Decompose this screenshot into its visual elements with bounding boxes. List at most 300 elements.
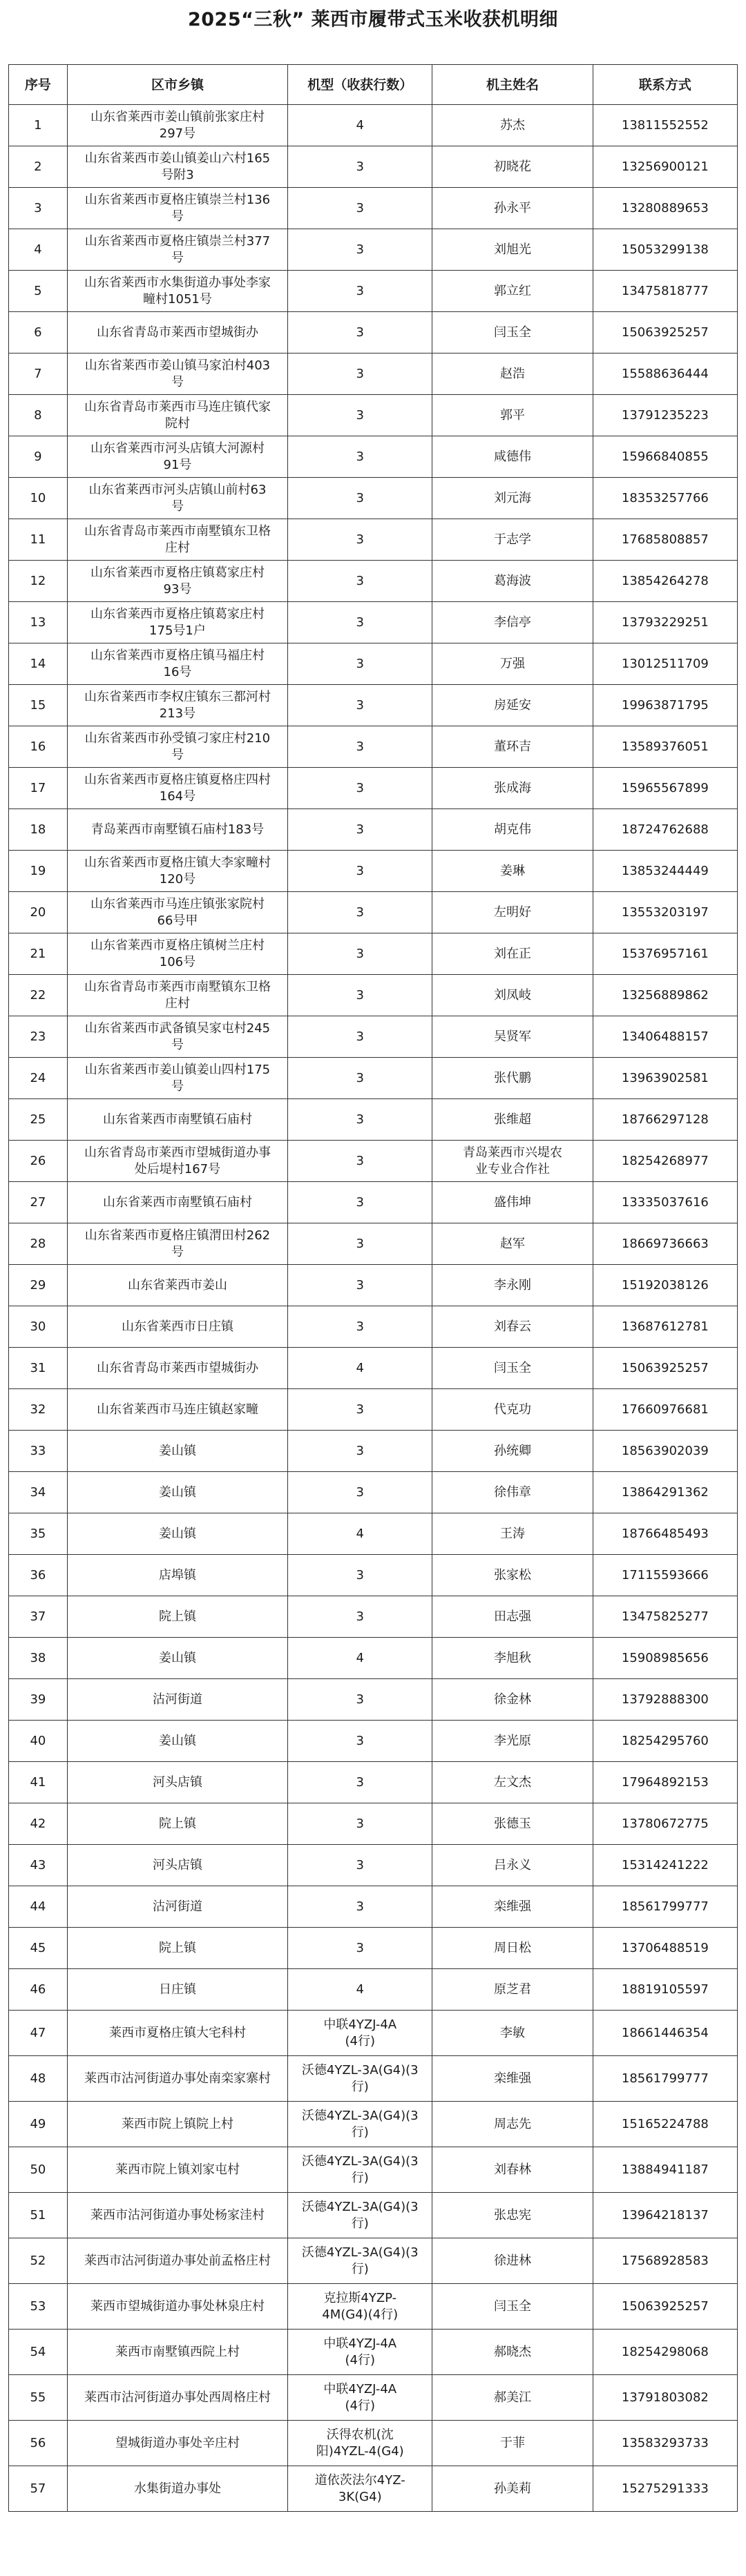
cell-location: 山东省莱西市姜山 — [67, 1265, 287, 1306]
table-row — [9, 685, 738, 726]
cell-location: 山东省青岛市莱西市南墅镇东卫格 庄村 — [67, 519, 287, 561]
table-row — [9, 1762, 738, 1803]
table-row — [9, 1348, 738, 1389]
cell-location: 望城街道办事处辛庄村 — [67, 2421, 287, 2466]
cell-location: 日庄镇 — [67, 1969, 287, 2011]
table-row — [9, 1472, 738, 1513]
cell-owner: 闫玉全 — [432, 312, 593, 354]
cell-owner: 吕永义 — [432, 1845, 593, 1886]
cell-location: 山东省莱西市马连庄镇张家院村 66号甲 — [67, 892, 287, 933]
cell-location: 河头店镇 — [67, 1762, 287, 1803]
table-row — [9, 312, 738, 354]
cell-index: 18 — [9, 809, 68, 851]
cell-model: 3 — [288, 1596, 432, 1638]
cell-model: 3 — [288, 1431, 432, 1472]
cell-phone: 18254298068 — [593, 2330, 737, 2375]
cell-phone: 13964218137 — [593, 2193, 737, 2238]
cell-phone: 13780672775 — [593, 1803, 737, 1845]
cell-location: 山东省莱西市夏格庄镇树兰庄村 106号 — [67, 933, 287, 975]
cell-phone: 18561799777 — [593, 2056, 737, 2102]
table-row — [9, 1265, 738, 1306]
cell-location: 山东省青岛市莱西市马连庄镇代家 院村 — [67, 395, 287, 436]
cell-owner: 刘春云 — [432, 1306, 593, 1348]
cell-model: 3 — [288, 1306, 432, 1348]
cell-model: 3 — [288, 851, 432, 892]
cell-index: 19 — [9, 851, 68, 892]
cell-owner: 郭平 — [432, 395, 593, 436]
cell-location: 山东省青岛市莱西市望城街道办事 处后堤村167号 — [67, 1141, 287, 1182]
cell-index: 51 — [9, 2193, 68, 2238]
cell-location: 莱西市望城街道办事处林泉庄村 — [67, 2284, 287, 2330]
table-row — [9, 1721, 738, 1762]
cell-index: 36 — [9, 1555, 68, 1596]
cell-owner: 刘在正 — [432, 933, 593, 975]
cell-owner: 闫玉全 — [432, 1348, 593, 1389]
cell-phone: 18353257766 — [593, 478, 737, 519]
cell-owner: 李光原 — [432, 1721, 593, 1762]
cell-location: 莱西市院上镇院上村 — [67, 2102, 287, 2147]
table-row — [9, 1016, 738, 1058]
cell-model: 3 — [288, 1389, 432, 1431]
cell-model: 沃德4YZL-3A(G4)(3 行) — [288, 2193, 432, 2238]
cell-phone: 18724762688 — [593, 809, 737, 851]
cell-model: 3 — [288, 229, 432, 271]
cell-phone: 18819105597 — [593, 1969, 737, 2011]
cell-index: 1 — [9, 105, 68, 146]
cell-index: 38 — [9, 1638, 68, 1679]
table-row — [9, 395, 738, 436]
cell-phone: 15063925257 — [593, 312, 737, 354]
cell-model: 沃得农机(沈 阳)4YZL-4(G4) — [288, 2421, 432, 2466]
cell-location: 山东省莱西市姜山镇姜山四村175 号 — [67, 1058, 287, 1099]
cell-index: 28 — [9, 1223, 68, 1265]
header-index: 序号 — [9, 65, 68, 105]
cell-location: 山东省莱西市夏格庄镇崇兰村136 号 — [67, 188, 287, 229]
cell-index: 21 — [9, 933, 68, 975]
cell-model: 3 — [288, 1555, 432, 1596]
table-row — [9, 2375, 738, 2421]
table-row — [9, 2466, 738, 2512]
cell-owner: 李敏 — [432, 2011, 593, 2056]
cell-index: 53 — [9, 2284, 68, 2330]
cell-model: 3 — [288, 1679, 432, 1721]
cell-owner: 徐伟章 — [432, 1472, 593, 1513]
cell-model: 3 — [288, 519, 432, 561]
cell-owner: 徐金林 — [432, 1679, 593, 1721]
table-row — [9, 1099, 738, 1141]
cell-model: 3 — [288, 271, 432, 312]
cell-phone: 13280889653 — [593, 188, 737, 229]
cell-phone: 17685808857 — [593, 519, 737, 561]
cell-owner: 代克功 — [432, 1389, 593, 1431]
cell-owner: 刘春林 — [432, 2147, 593, 2193]
cell-model: 3 — [288, 395, 432, 436]
cell-phone: 13475818777 — [593, 271, 737, 312]
table-row — [9, 851, 738, 892]
table-body — [9, 105, 738, 2512]
table-row — [9, 1389, 738, 1431]
table-row — [9, 643, 738, 685]
cell-owner: 胡克伟 — [432, 809, 593, 851]
cell-location: 山东省莱西市夏格庄镇大李家疃村 120号 — [67, 851, 287, 892]
table-row — [9, 2421, 738, 2466]
cell-index: 57 — [9, 2466, 68, 2512]
cell-owner: 张德玉 — [432, 1803, 593, 1845]
table-row — [9, 1141, 738, 1182]
cell-owner: 左文杰 — [432, 1762, 593, 1803]
cell-index: 37 — [9, 1596, 68, 1638]
cell-index: 10 — [9, 478, 68, 519]
cell-phone: 18766297128 — [593, 1099, 737, 1141]
cell-owner: 赵军 — [432, 1223, 593, 1265]
cell-owner: 栾维强 — [432, 2056, 593, 2102]
cell-model: 3 — [288, 643, 432, 685]
cell-index: 6 — [9, 312, 68, 354]
cell-model: 3 — [288, 478, 432, 519]
cell-location: 莱西市院上镇刘家屯村 — [67, 2147, 287, 2193]
cell-index: 48 — [9, 2056, 68, 2102]
cell-owner: 李永刚 — [432, 1265, 593, 1306]
cell-index: 46 — [9, 1969, 68, 2011]
table-row — [9, 2193, 738, 2238]
table-row — [9, 1679, 738, 1721]
table-row — [9, 602, 738, 643]
cell-model: 克拉斯4YZP- 4M(G4)(4行) — [288, 2284, 432, 2330]
cell-location: 店埠镇 — [67, 1555, 287, 1596]
cell-model: 3 — [288, 1845, 432, 1886]
cell-phone: 13793229251 — [593, 602, 737, 643]
cell-model: 3 — [288, 1016, 432, 1058]
cell-owner: 张家松 — [432, 1555, 593, 1596]
cell-model: 3 — [288, 1141, 432, 1182]
cell-phone: 13475825277 — [593, 1596, 737, 1638]
cell-location: 山东省莱西市夏格庄镇崇兰村377 号 — [67, 229, 287, 271]
table-row — [9, 519, 738, 561]
cell-phone: 17660976681 — [593, 1389, 737, 1431]
cell-location: 山东省青岛市莱西市南墅镇东卫格 庄村 — [67, 975, 287, 1016]
table-row — [9, 933, 738, 975]
cell-location: 水集街道办事处 — [67, 2466, 287, 2512]
table-row — [9, 975, 738, 1016]
harvester-table — [8, 64, 738, 2512]
cell-owner: 盛伟坤 — [432, 1182, 593, 1223]
table-row — [9, 2330, 738, 2375]
cell-index: 54 — [9, 2330, 68, 2375]
cell-owner: 刘凤岐 — [432, 975, 593, 1016]
cell-owner: 郝晓杰 — [432, 2330, 593, 2375]
cell-model: 4 — [288, 1348, 432, 1389]
cell-phone: 15966840855 — [593, 436, 737, 478]
cell-model: 3 — [288, 726, 432, 768]
cell-phone: 13864291362 — [593, 1472, 737, 1513]
cell-phone: 13553203197 — [593, 892, 737, 933]
cell-model: 3 — [288, 1058, 432, 1099]
cell-owner: 刘元海 — [432, 478, 593, 519]
table-row — [9, 809, 738, 851]
cell-index: 45 — [9, 1928, 68, 1969]
cell-phone: 13256889862 — [593, 975, 737, 1016]
cell-phone: 15965567899 — [593, 768, 737, 809]
cell-model: 3 — [288, 561, 432, 602]
cell-index: 25 — [9, 1099, 68, 1141]
cell-model: 3 — [288, 188, 432, 229]
cell-owner: 苏杰 — [432, 105, 593, 146]
table-row — [9, 146, 738, 188]
cell-location: 姜山镇 — [67, 1472, 287, 1513]
cell-location: 山东省青岛市莱西市望城街办 — [67, 1348, 287, 1389]
cell-owner: 于志学 — [432, 519, 593, 561]
cell-phone: 13963902581 — [593, 1058, 737, 1099]
cell-location: 山东省莱西市夏格庄镇马福庄村 16号 — [67, 643, 287, 685]
cell-location: 莱西市南墅镇西院上村 — [67, 2330, 287, 2375]
cell-location: 山东省莱西市姜山镇姜山六村165 号附3 — [67, 146, 287, 188]
cell-phone: 13406488157 — [593, 1016, 737, 1058]
table-row — [9, 2147, 738, 2193]
cell-phone: 17964892153 — [593, 1762, 737, 1803]
cell-phone: 15053299138 — [593, 229, 737, 271]
cell-index: 40 — [9, 1721, 68, 1762]
table-row — [9, 1306, 738, 1348]
table-row — [9, 1182, 738, 1223]
cell-model: 3 — [288, 768, 432, 809]
cell-phone: 18563902039 — [593, 1431, 737, 1472]
cell-location: 姜山镇 — [67, 1638, 287, 1679]
cell-index: 41 — [9, 1762, 68, 1803]
cell-location: 山东省莱西市水集街道办事处李家 疃村1051号 — [67, 271, 287, 312]
cell-phone: 13791803082 — [593, 2375, 737, 2421]
cell-index: 7 — [9, 354, 68, 395]
cell-location: 山东省莱西市日庄镇 — [67, 1306, 287, 1348]
cell-model: 3 — [288, 1182, 432, 1223]
cell-owner: 田志强 — [432, 1596, 593, 1638]
cell-phone: 15275291333 — [593, 2466, 737, 2512]
cell-location: 山东省莱西市南墅镇石庙村 — [67, 1099, 287, 1141]
cell-index: 15 — [9, 685, 68, 726]
cell-model: 3 — [288, 1223, 432, 1265]
cell-location: 莱西市沽河街道办事处西周格庄村 — [67, 2375, 287, 2421]
cell-index: 8 — [9, 395, 68, 436]
cell-location: 青岛莱西市南墅镇石庙村183号 — [67, 809, 287, 851]
cell-model: 道依茨法尔4YZ- 3K(G4) — [288, 2466, 432, 2512]
table-row — [9, 2284, 738, 2330]
cell-phone: 18561799777 — [593, 1886, 737, 1928]
cell-owner: 李信亭 — [432, 602, 593, 643]
cell-owner: 青岛莱西市兴堤农 业专业合作社 — [432, 1141, 593, 1182]
table-row — [9, 1513, 738, 1555]
cell-owner: 郭立红 — [432, 271, 593, 312]
cell-index: 49 — [9, 2102, 68, 2147]
table-row — [9, 1928, 738, 1969]
cell-phone: 15192038126 — [593, 1265, 737, 1306]
cell-owner: 张成海 — [432, 768, 593, 809]
cell-phone: 13791235223 — [593, 395, 737, 436]
cell-owner: 吴贤军 — [432, 1016, 593, 1058]
cell-model: 3 — [288, 312, 432, 354]
cell-owner: 张代鹏 — [432, 1058, 593, 1099]
cell-index: 44 — [9, 1886, 68, 1928]
table-row — [9, 1596, 738, 1638]
cell-model: 沃德4YZL-3A(G4)(3 行) — [288, 2056, 432, 2102]
header-model: 机型（收获行数） — [288, 65, 432, 105]
cell-phone: 18254295760 — [593, 1721, 737, 1762]
cell-index: 26 — [9, 1141, 68, 1182]
cell-index: 13 — [9, 602, 68, 643]
cell-location: 山东省青岛市莱西市望城街办 — [67, 312, 287, 354]
cell-phone: 15314241222 — [593, 1845, 737, 1886]
cell-location: 姜山镇 — [67, 1513, 287, 1555]
cell-model: 4 — [288, 1513, 432, 1555]
cell-model: 3 — [288, 1265, 432, 1306]
cell-owner: 郝美江 — [432, 2375, 593, 2421]
cell-index: 20 — [9, 892, 68, 933]
table-row — [9, 726, 738, 768]
cell-location: 姜山镇 — [67, 1431, 287, 1472]
table-row — [9, 561, 738, 602]
cell-phone: 13012511709 — [593, 643, 737, 685]
cell-index: 33 — [9, 1431, 68, 1472]
cell-phone: 13853244449 — [593, 851, 737, 892]
cell-model: 3 — [288, 809, 432, 851]
cell-model: 3 — [288, 1803, 432, 1845]
cell-owner: 董环吉 — [432, 726, 593, 768]
cell-owner: 张忠宪 — [432, 2193, 593, 2238]
cell-index: 5 — [9, 271, 68, 312]
cell-phone: 18661446354 — [593, 2011, 737, 2056]
cell-phone: 13792888300 — [593, 1679, 737, 1721]
table-row — [9, 354, 738, 395]
cell-phone: 18254268977 — [593, 1141, 737, 1182]
table-row — [9, 271, 738, 312]
cell-location: 院上镇 — [67, 1596, 287, 1638]
table-row — [9, 1058, 738, 1099]
cell-location: 莱西市沽河街道办事处南栾家寨村 — [67, 2056, 287, 2102]
cell-location: 山东省莱西市李权庄镇东三都河村 213号 — [67, 685, 287, 726]
cell-model: 中联4YZJ-4A (4行) — [288, 2375, 432, 2421]
cell-phone: 13706488519 — [593, 1928, 737, 1969]
cell-phone: 18766485493 — [593, 1513, 737, 1555]
cell-phone: 15588636444 — [593, 354, 737, 395]
cell-location: 山东省莱西市姜山镇前张家庄村 297号 — [67, 105, 287, 146]
cell-phone: 13256900121 — [593, 146, 737, 188]
cell-location: 山东省莱西市夏格庄镇渭田村262 号 — [67, 1223, 287, 1265]
cell-owner: 咸德伟 — [432, 436, 593, 478]
cell-index: 31 — [9, 1348, 68, 1389]
cell-phone: 13335037616 — [593, 1182, 737, 1223]
cell-phone: 15063925257 — [593, 1348, 737, 1389]
cell-index: 43 — [9, 1845, 68, 1886]
cell-phone: 15063925257 — [593, 2284, 737, 2330]
table-row — [9, 229, 738, 271]
table-row — [9, 892, 738, 933]
cell-phone: 13583293733 — [593, 2421, 737, 2466]
cell-owner: 孙永平 — [432, 188, 593, 229]
page-title: 2025“三秋” 莱西市履带式玉米收获机明细 — [187, 9, 559, 30]
cell-phone: 15165224788 — [593, 2102, 737, 2147]
cell-index: 55 — [9, 2375, 68, 2421]
cell-index: 39 — [9, 1679, 68, 1721]
cell-model: 中联4YZJ-4A (4行) — [288, 2011, 432, 2056]
cell-location: 山东省莱西市河头店镇大河源村 91号 — [67, 436, 287, 478]
table-row — [9, 188, 738, 229]
cell-model: 中联4YZJ-4A (4行) — [288, 2330, 432, 2375]
table-row — [9, 2056, 738, 2102]
cell-model: 沃德4YZL-3A(G4)(3 行) — [288, 2147, 432, 2193]
cell-index: 2 — [9, 146, 68, 188]
cell-owner: 孙统卿 — [432, 1431, 593, 1472]
cell-index: 17 — [9, 768, 68, 809]
cell-owner: 刘旭光 — [432, 229, 593, 271]
cell-phone: 13854264278 — [593, 561, 737, 602]
cell-model: 3 — [288, 1721, 432, 1762]
cell-index: 4 — [9, 229, 68, 271]
table-row — [9, 1638, 738, 1679]
cell-index: 29 — [9, 1265, 68, 1306]
cell-index: 12 — [9, 561, 68, 602]
cell-phone: 19963871795 — [593, 685, 737, 726]
cell-model: 3 — [288, 892, 432, 933]
cell-model: 沃德4YZL-3A(G4)(3 行) — [288, 2238, 432, 2284]
cell-index: 22 — [9, 975, 68, 1016]
cell-phone: 15908985656 — [593, 1638, 737, 1679]
cell-location: 山东省莱西市南墅镇石庙村 — [67, 1182, 287, 1223]
cell-location: 山东省莱西市武备镇吴家屯村245 号 — [67, 1016, 287, 1058]
cell-phone: 17568928583 — [593, 2238, 737, 2284]
table-row — [9, 2102, 738, 2147]
cell-index: 34 — [9, 1472, 68, 1513]
cell-index: 27 — [9, 1182, 68, 1223]
cell-location: 山东省莱西市夏格庄镇葛家庄村 93号 — [67, 561, 287, 602]
cell-model: 3 — [288, 602, 432, 643]
cell-model: 3 — [288, 1762, 432, 1803]
cell-location: 沽河街道 — [67, 1679, 287, 1721]
cell-location: 沽河街道 — [67, 1886, 287, 1928]
cell-model: 沃德4YZL-3A(G4)(3 行) — [288, 2102, 432, 2147]
cell-owner: 初晓花 — [432, 146, 593, 188]
cell-owner: 万强 — [432, 643, 593, 685]
table-row — [9, 1555, 738, 1596]
table-row — [9, 1223, 738, 1265]
cell-model: 4 — [288, 1969, 432, 2011]
cell-owner: 徐进林 — [432, 2238, 593, 2284]
cell-index: 3 — [9, 188, 68, 229]
cell-owner: 周志先 — [432, 2102, 593, 2147]
table-row — [9, 768, 738, 809]
cell-model: 3 — [288, 436, 432, 478]
cell-location: 河头店镇 — [67, 1845, 287, 1886]
cell-phone: 18669736663 — [593, 1223, 737, 1265]
table-row — [9, 436, 738, 478]
cell-model: 3 — [288, 975, 432, 1016]
table-row — [9, 1803, 738, 1845]
table-row — [9, 478, 738, 519]
cell-index: 9 — [9, 436, 68, 478]
cell-owner: 王涛 — [432, 1513, 593, 1555]
cell-owner: 李旭秋 — [432, 1638, 593, 1679]
cell-model: 3 — [288, 933, 432, 975]
cell-phone: 13884941187 — [593, 2147, 737, 2193]
cell-owner: 左明好 — [432, 892, 593, 933]
cell-model: 3 — [288, 354, 432, 395]
cell-owner: 姜琳 — [432, 851, 593, 892]
cell-model: 3 — [288, 685, 432, 726]
cell-index: 56 — [9, 2421, 68, 2466]
table-header — [9, 65, 738, 105]
cell-phone: 17115593666 — [593, 1555, 737, 1596]
cell-model: 3 — [288, 1099, 432, 1141]
cell-index: 11 — [9, 519, 68, 561]
cell-index: 14 — [9, 643, 68, 685]
cell-index: 23 — [9, 1016, 68, 1058]
